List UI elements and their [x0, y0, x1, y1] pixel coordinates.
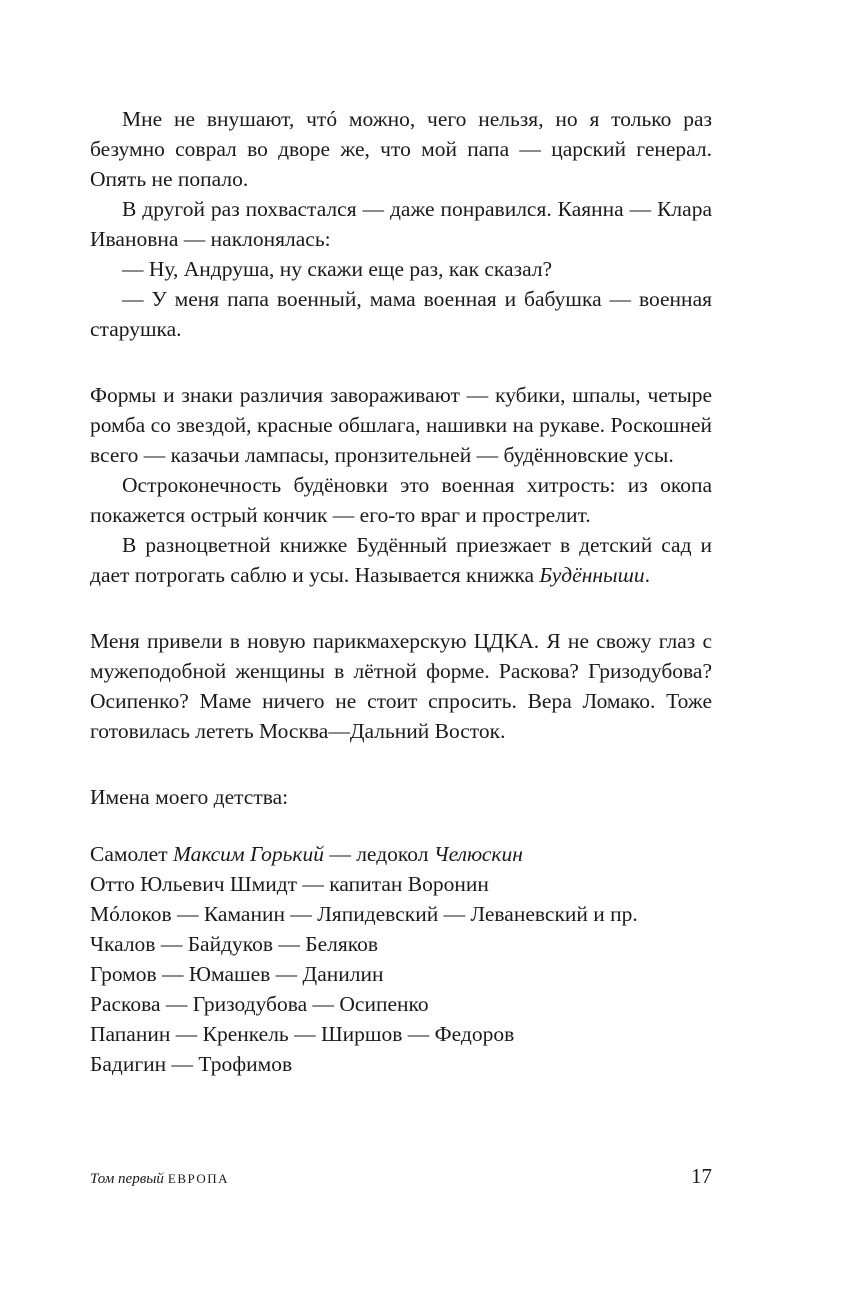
- paragraph: В другой раз похвастался — даже понравился. Каянна — Клара Ивановна — наклонялась:: [90, 197, 712, 251]
- list-item: Раскова — Гризодубова — Осипенко: [90, 992, 429, 1016]
- section-break: [90, 344, 712, 380]
- list-text: Самолет: [90, 842, 173, 866]
- aircraft-name: Максим Горький: [173, 842, 324, 866]
- list-item: Бадигин — Трофимов: [90, 1052, 293, 1076]
- icebreaker-name: Челюскин: [433, 842, 523, 866]
- list-heading: Имена моего детства:: [90, 785, 289, 809]
- page-footer: [90, 1164, 712, 1189]
- paragraph: Формы и знаки различия завораживают — кубики, шпалы, четыре ромба со звездой, красные обшлага, нашивки на рукаве. Роскошней всего — казачьи лампасы, пронзительней — будённовские усы.: [90, 383, 712, 467]
- page-body: [90, 104, 712, 1079]
- paragraph: Остроконечность будёновки это военная хитрость: из окопа покажется острый кончик — его-то враг и прострелит.: [90, 473, 712, 527]
- paragraph: Меня привели в новую парикмахерскую ЦДКА. Я не свожу глаз с мужеподобной женщины в лётной форме. Раскова? Гризодубова? Осипенко? Маме ничего не стоит спросить. Вера Ломако. Тоже готовилась лететь Москва—Дальний Восток.: [90, 629, 712, 743]
- section-break: [90, 746, 712, 782]
- list-item: [90, 839, 712, 869]
- dialogue-line: — Ну, Андруша, ну скажи еще раз, как сказал?: [122, 257, 553, 281]
- punctuation: .: [644, 563, 650, 587]
- list-item: Отто Юльевич Шмидт — капитан Воронин: [90, 872, 489, 896]
- list-text: — ледокол: [323, 842, 434, 866]
- page-number: 17: [691, 1164, 712, 1188]
- running-head: [90, 1171, 229, 1188]
- list-item: Громов — Юмашев — Данилин: [90, 962, 384, 986]
- volume-label: Том первый: [90, 1171, 164, 1187]
- list-item: Чкалов — Байдуков — Беляков: [90, 932, 379, 956]
- names-list: [90, 839, 712, 1079]
- spacer: [90, 812, 712, 839]
- book-title: Будённыши: [539, 563, 645, 587]
- list-item: Папанин — Кренкель — Ширшов — Федоров: [90, 1022, 515, 1046]
- dialogue-line: — У меня папа военный, мама военная и бабушка — военная старушка.: [90, 287, 712, 341]
- list-item: Мóлоков — Каманин — Ляпидевский — Леваневский и пр.: [90, 902, 638, 926]
- paragraph: Мне не внушают, чтó можно, чего нельзя, но я только раз безумно соврал во дворе же, что мой папа — царский генерал. Опять не попало.: [90, 107, 712, 191]
- section-break: [90, 590, 712, 626]
- paragraph: [90, 530, 712, 590]
- paragraph-text: В разноцветной книжке Будённый приезжает в детский сад и дает потрогать саблю и усы. Называется книжка: [90, 533, 712, 587]
- section-label: ЕВРОПА: [167, 1171, 230, 1186]
